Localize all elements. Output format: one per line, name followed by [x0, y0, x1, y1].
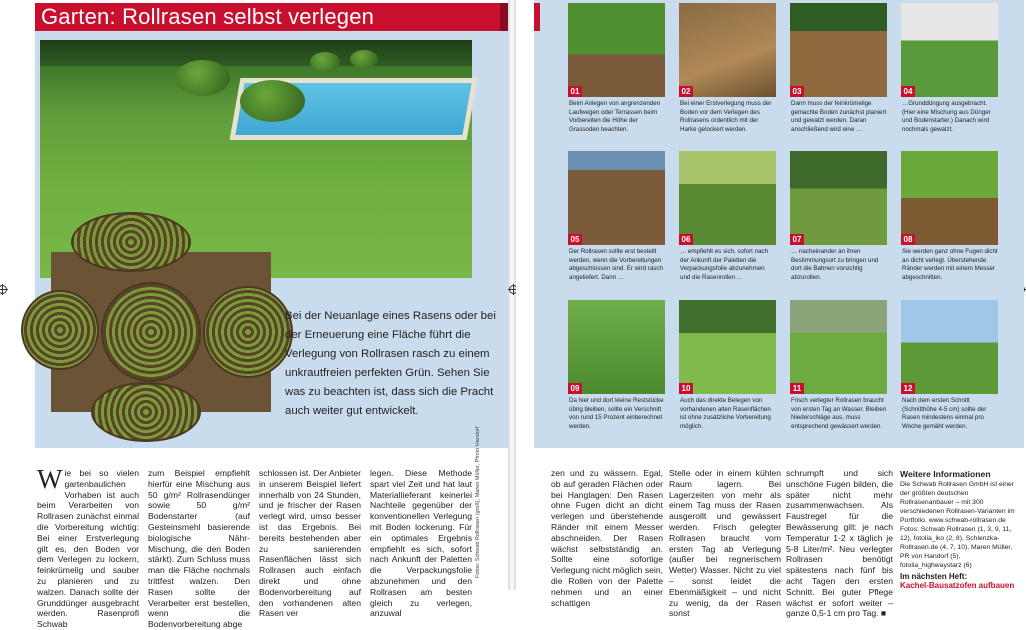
title-bar-end: [500, 3, 508, 31]
sod-pallet-photo: [568, 151, 665, 245]
next-issue-label: Im nächsten Heft:: [900, 572, 968, 581]
step-caption: … empfiehlt es sich, sofort nach der Ankunft der Paletten die Verpackungsfolie abzunehmen und die Rasenrollen …: [680, 248, 769, 281]
step-caption: Bei einer Erstverlegung muss der Boden vor dem Verlegen des Rollrasens ordentlich mit der Harke gelockert werden.: [680, 100, 772, 133]
step-card-02: [679, 3, 776, 134]
text-column-6: Stelle oder in einem kühlen Raum lagern. Bei Lagerzeiten von mehr als einem Tag muss der Rasen ausgerollt und gewässert werden. Frisch gelegter Rollrasen braucht vom ersten Tag ab Verlegung (außer bei regnerischem Wetter) Wasser. Nicht zu viel – sonst leidet die Ebenmäßigkeit – und nicht zu wenig, da der Rasen sonst: [669, 468, 781, 619]
rake-soil-photo: [679, 3, 776, 97]
step-caption: Auch das direkte Belegen von vorhandenen alten Rasenflächen ist ohne zusätzliche Vorbereitung möglich.: [680, 397, 771, 430]
step-card-09: [568, 300, 665, 431]
step-caption: Da hier und dort kleine Reststücke übrig bleiben, sollte ein Verschnitt von rund 15 Prozent einberechnet werden.: [569, 397, 664, 430]
step-caption: Frisch verlegter Rollrasen braucht von ersten Tag an Wasser. Bleiben Niederschläge aus, muss entsprechend gewässert werden.: [791, 397, 887, 430]
step-number: 08: [901, 234, 915, 245]
bush: [350, 50, 378, 68]
section-marker: [534, 3, 540, 31]
unrolling-sod-photo: [901, 151, 998, 245]
step-card-08: [901, 151, 998, 282]
text-column-3: schlossen ist. Der Anbieter in unserem Beispiel liefert innerhalb von 24 Stunden, und je frischer der Rasen verlegt wird, umso besser ist das Ergebnis. Bei bereits bestehenden aber zu sanierenden Rasenflächen lässt sich Rollrasen auch einfach direkt und ohne Bodenvorbereitung auf den vorhandenen alten Rasen ver: [259, 468, 361, 619]
text-column-4: legen. Diese Methode spart viel Zeit und hat laut Materiallieferant keinerlei Nachteile gegenüber der konventionellen Verlegung mit Boden lockerung. Für ein optimales Ergebnis empfiehlt es sich, sofort nach Ankunft der Paletten die Verpackungsfolie abzunehmen und den Rollrasen am besten gleich zu verlegen, anzuwal: [370, 468, 472, 619]
step-number: 12: [901, 383, 915, 394]
step-card-10: [679, 300, 776, 431]
ruler-lawn-photo: [568, 3, 665, 97]
sod-roll: [21, 290, 99, 370]
hedge: [40, 40, 472, 66]
left-page: [0, 0, 508, 630]
step-number: 11: [790, 383, 804, 394]
info-text: Die Schwab Rollrasen GmbH ist einer der größten deutschen Rollrasenanbauer – mit 300 verschiedenen Rollrasen-Varianten im Portfolio. www.schwab-rollrasen.de Fotos: Schwab Rollrasen (1, 3, 9, 11, 12), fotolia_iko (2, 8), Schlenzka-Rollrasen.de (4, 7, 10), Maren Müller, PR von Handorf (5), fotolia_highwaystarz (6): [900, 481, 1015, 569]
step-card-12: [901, 300, 998, 431]
sod-over-lawn-photo: [679, 300, 776, 394]
step-number: 05: [568, 234, 582, 245]
step-number: 02: [679, 86, 693, 97]
step-card-01: [568, 3, 665, 134]
step-caption: Der Rollrasen sollte erst bestellt werden, wenn die Vorbereitungen abgeschlossen sind. Er wird rasch angeliefert. Dann …: [569, 248, 663, 281]
next-issue-title: Kachel-Bausatzofen aufbauen: [900, 581, 1015, 590]
step-caption: …Grunddüngung ausgebracht. (Hier eine Mischung aus Dünger und Bodenstarter.) Danach wird nochmals gewalzt.: [902, 100, 991, 133]
text-column-5: zen und zu wässern. Egal, ob auf geraden Flächen oder bei Hanglagen: Den Rasen ohne Fugen dicht an dicht verlegen und überstehende Ränder mit einem Messer abschneiden. Der Rasen wächst selbstständig an. Sollte eine sofortige Verlegung nicht möglich sein, die Rollen von der Palette nehmen und an einer schattigen: [551, 468, 663, 608]
sod-roll: [71, 212, 191, 272]
sod-roll: [203, 286, 293, 378]
step-card-06: [679, 151, 776, 282]
info-heading: Weitere Informationen: [900, 469, 991, 479]
step-card-11: [790, 300, 887, 431]
woman-carrying-sod-photo: [679, 151, 776, 245]
text-column-7: schrumpft und sich unschöne Fugen bilden, die später nicht mehr zusammenwachsen. Als Faustregel für die Bewässerung gilt: je nach Temperatur 1-2 x täglich je 5-8 Liter/m². Neu verlegter Rollrasen benötigt spätestens nach fünf bis acht Tagen den ersten Schnitt. Bei guter Pflege wächst er sofort weiter – ganze 0,5-1 cm pro Tag. ■: [786, 468, 893, 619]
bush: [240, 80, 305, 122]
bush: [175, 60, 230, 96]
step-caption: Nach dem ersten Schnitt (Schnitthöhe 4-5 cm) sollte der Rasen mindestens einmal pro Woche gemäht werden.: [902, 397, 987, 430]
watering-lawn-photo: [790, 300, 887, 394]
step-caption: … nacheinander an ihren Bestimmungsort zu bringen und dort die Bahnen vorsichtig abzurollen.: [791, 248, 879, 281]
sod-roll: [101, 282, 201, 382]
cartwheel-lawn-photo: [901, 300, 998, 394]
fertilizer-bags-photo: [901, 3, 998, 97]
page-title: Garten: Rollrasen selbst verlegen: [41, 4, 375, 29]
sod-roll: [91, 382, 201, 442]
info-box: [900, 470, 1020, 590]
step-card-07: [790, 151, 887, 282]
column-text: ie bei so vielen gartenbaulichen Vorhaben ist auch beim Verarbeiten von Rollrasen zunächst einmal die Vorbereitung wichtig: Bei einer Erstverlegung gilt es, den Boden vor dem Verlegen zu lockern, feinkrümelig und sauber zu planieren und zu walzen. Danach sollte der Grunddünger ausgebracht werden. Rasenprofi Schwab: [37, 468, 139, 630]
page-gutter: [508, 0, 516, 590]
sod-rolls-photo: [51, 252, 271, 412]
photo-credit: Fotos: Schwab Rollrasen (groß), Maren Müller, Pfrom Handorf: [475, 426, 481, 578]
step-card-04: [901, 3, 998, 134]
step-number: 09: [568, 383, 582, 394]
step-number: 03: [790, 86, 804, 97]
drop-cap: W: [37, 464, 63, 494]
step-number: 06: [679, 234, 693, 245]
step-number: 04: [901, 86, 915, 97]
text-column-1: [37, 464, 139, 630]
step-card-03: [790, 3, 887, 134]
laying-sod-photo: [790, 151, 887, 245]
step-card-05: [568, 151, 665, 282]
step-caption: Beim Anlegen von angrenzenden Laufwegen oder Terrassen beim Vorbereiten die Höhe der Grassoden beachten.: [569, 100, 661, 133]
text-column-2: zum Beispiel empfiehlt hierfür eine Mischung aus 50 g/m² Rollrasendünger sowie 50 g/m² Bodenstarter (auf Gesteinsmehl basierende biologische Nähr-Mischung, die den Boden stärkt). Zum Schluss muss man die Fläche nochmals trittfest walzen. Den Rasen sollte der Verarbeiter erst bestellen, wenn die Bodenvorbereitung abge: [148, 468, 250, 630]
title-bar: [35, 3, 500, 31]
step-number: 07: [790, 234, 804, 245]
roller-garden-photo: [790, 3, 887, 97]
step-number: 10: [679, 383, 693, 394]
intro-text: Bei der Neuanlage eines Rasens oder bei der Erneuerung eine Fläche führt die Verlegung von Rollrasen rasch zu einem unkrautfreien perfekten Grün. Sehen Sie was zu beachten ist, dass sich die Pracht auch weiter gut entwickelt.: [285, 310, 496, 417]
hand-sod-piece-photo: [568, 300, 665, 394]
right-page: [516, 0, 1024, 619]
step-number: 01: [568, 86, 582, 97]
bush: [310, 52, 340, 72]
step-caption: Sie werden ganz ohne Fugen dicht an dicht verlegt. Überstehende Ränder werden mit einem Messer abgeschnitten.: [902, 248, 998, 281]
step-caption: Dann muss der feinkrümelige gemachte Boden zunächst planiert und gewalzt werden. Daran anschließend wird eine …: [791, 100, 887, 133]
